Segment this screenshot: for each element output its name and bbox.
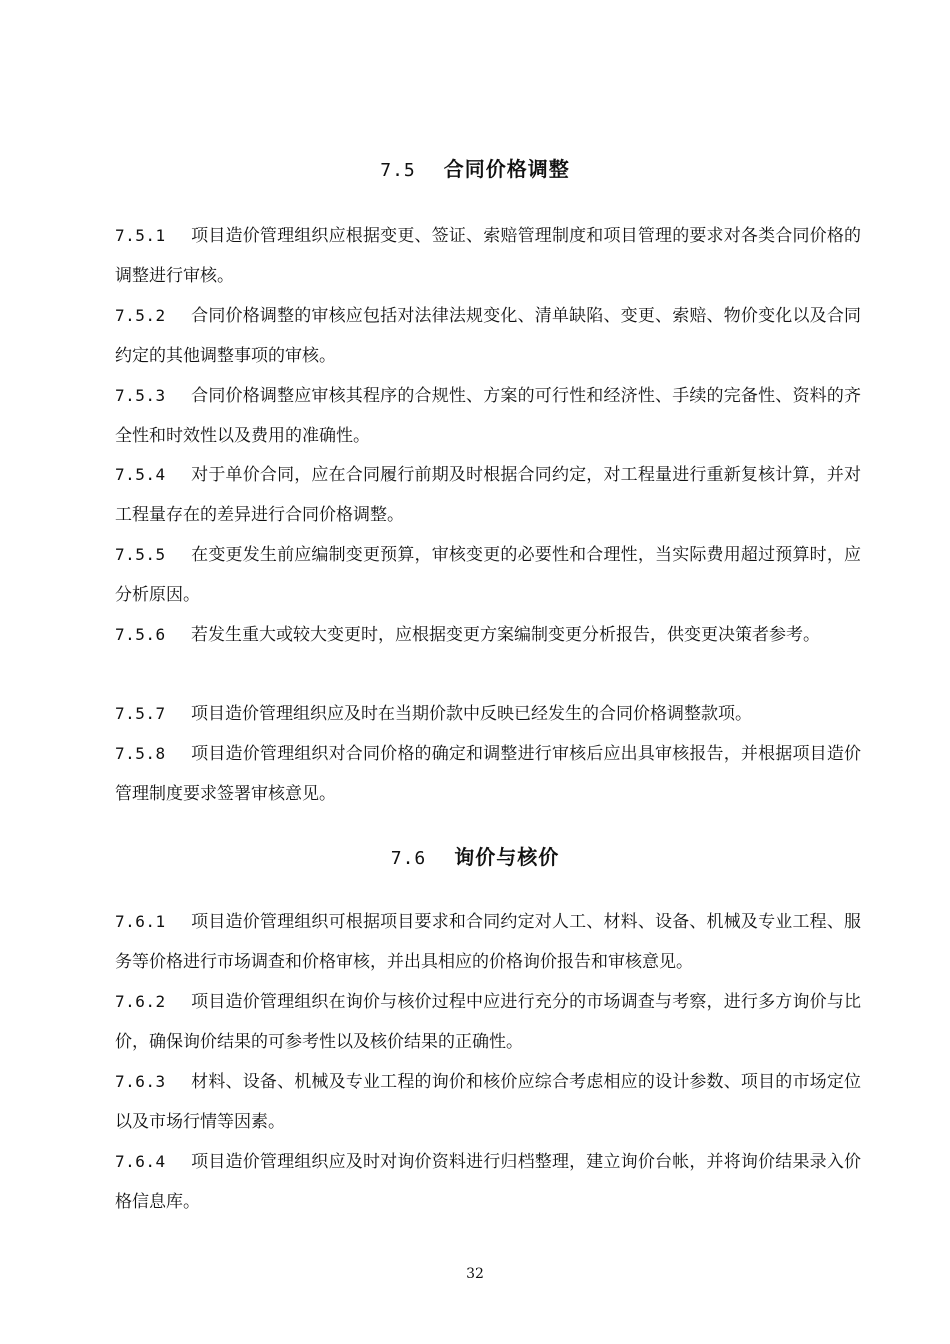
clause-text: 对于单价合同，应在合同履行前期及时根据合同约定，对工程量进行重新复核计算，并对工程量存在的差异进行合同价格调整。 <box>115 465 861 525</box>
clause-number: 7.5.3 <box>115 386 166 405</box>
section-number: 7.5 <box>380 160 416 181</box>
clause-number: 7.5.2 <box>115 306 166 325</box>
clause-number: 7.6.1 <box>115 912 166 931</box>
clause-number: 7.6.2 <box>115 992 166 1011</box>
clause-number: 7.5.5 <box>115 545 166 564</box>
clause-7-6-4 <box>115 1142 861 1222</box>
clause-text: 项目造价管理组织在询价与核价过程中应进行充分的市场调查与考察，进行多方询价与比价，确保询价结果的可参考性以及核价结果的正确性。 <box>115 992 861 1052</box>
clause-7-5-3 <box>115 376 861 456</box>
clause-number: 7.5.7 <box>115 704 166 723</box>
clause-7-5-7 <box>115 694 861 734</box>
clause-text: 项目造价管理组织应及时对询价资料进行归档整理，建立询价台帐，并将询价结果录入价格信息库。 <box>115 1152 861 1212</box>
clause-number: 7.6.3 <box>115 1072 166 1091</box>
clause-text: 项目造价管理组织可根据项目要求和合同约定对人工、材料、设备、机械及专业工程、服务等价格进行市场调查和价格审核，并出具相应的价格询价报告和审核意见。 <box>115 912 861 972</box>
clause-number: 7.6.4 <box>115 1152 166 1171</box>
clause-number: 7.5.1 <box>115 226 166 245</box>
clause-7-5-8 <box>115 734 861 814</box>
section-number: 7.6 <box>390 848 427 869</box>
clause-text: 项目造价管理组织对合同价格的确定和调整进行审核后应出具审核报告，并根据项目造价管理制度要求签署审核意见。 <box>115 744 861 804</box>
clause-7-5-4 <box>115 455 861 535</box>
clause-7-5-2 <box>115 296 861 376</box>
page-number: 32 <box>466 1266 484 1282</box>
clause-text: 项目造价管理组织应根据变更、签证、索赔管理制度和项目管理的要求对各类合同价格的调整进行审核。 <box>115 226 861 286</box>
section-title: 询价与核价 <box>454 845 560 869</box>
clause-text: 合同价格调整的审核应包括对法律法规变化、清单缺陷、变更、索赔、物价变化以及合同约定的其他调整事项的审核。 <box>115 306 861 366</box>
clause-number: 7.5.6 <box>115 625 166 644</box>
clause-text: 材料、设备、机械及专业工程的询价和核价应综合考虑相应的设计参数、项目的市场定位以及市场行情等因素。 <box>115 1072 861 1132</box>
clause-7-6-3 <box>115 1062 861 1142</box>
clause-7-5-1 <box>115 216 861 296</box>
section-title: 合同价格调整 <box>443 157 570 181</box>
clause-7-5-5 <box>115 535 861 615</box>
clause-7-5-6 <box>115 615 861 655</box>
section-heading-7-6 <box>0 842 950 874</box>
clause-number: 7.5.4 <box>115 465 166 484</box>
clause-7-6-2 <box>115 982 861 1062</box>
clause-7-6-1 <box>115 902 861 982</box>
clause-text: 在变更发生前应编制变更预算，审核变更的必要性和合理性，当实际费用超过预算时，应分析原因。 <box>115 545 861 605</box>
clause-number: 7.5.8 <box>115 744 166 763</box>
clause-text: 若发生重大或较大变更时，应根据变更方案编制变更分析报告，供变更决策者参考。 <box>191 625 820 645</box>
clause-text: 合同价格调整应审核其程序的合规性、方案的可行性和经济性、手续的完备性、资料的齐全性和时效性以及费用的准确性。 <box>115 386 861 446</box>
section-heading-7-5 <box>0 154 950 186</box>
clause-text: 项目造价管理组织应及时在当期价款中反映已经发生的合同价格调整款项。 <box>191 704 752 724</box>
